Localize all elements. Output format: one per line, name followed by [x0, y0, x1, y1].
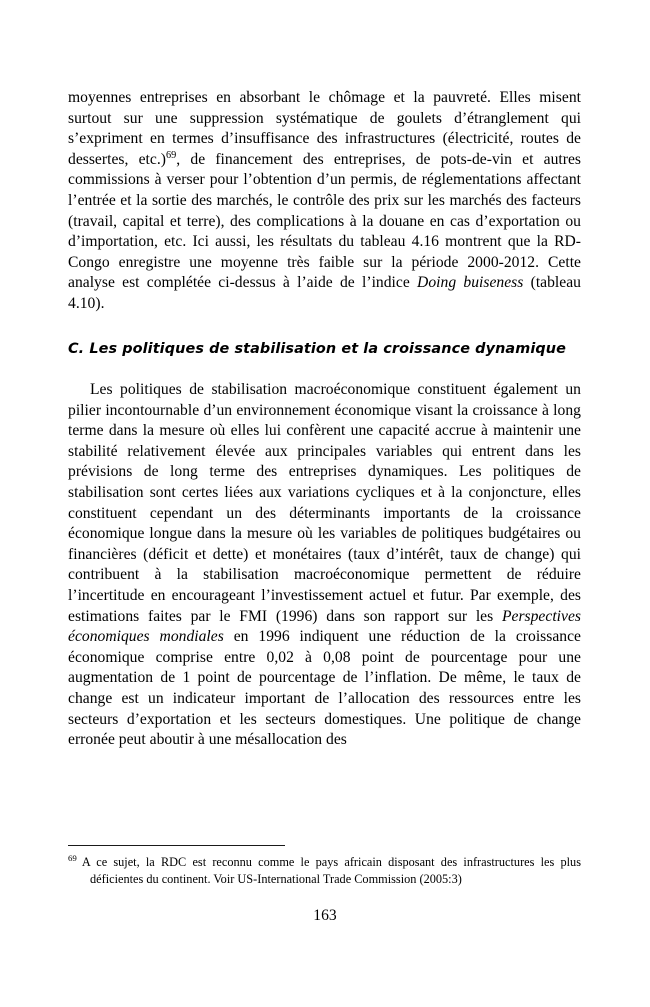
footnote-reference-marker: 69 — [165, 149, 177, 161]
paragraph-1-segment-2: , de financement des entreprises, de pots-de-vin et autres commissions à verser pour l’obtention d’un permis, de réglementations affectant l’entrée et la sortie des marchés, le contrôle des prix sur les marchés des facteurs (travail, capital et terre), des complications à la douane en cas d’exportation ou d’importation, etc. Ici aussi, les résultats du tableau 4.16 montrent que la RD-Congo enregistre une moyenne très faible sur la période 2000-2012. Cette analyse est complétée ci-dessus à l’aide de l’indice — [68, 150, 581, 292]
paragraph-stabilisation-policies — [68, 380, 581, 751]
heading-spacer-above — [68, 315, 581, 338]
paragraph-2-segment-1: Les politiques de stabilisation macroéconomique constituent également un pilier incontournable d’un environnement économique visant la croissance à long terme dans la mesure où elles lui confèrent une capacité accrue à maintenir une stabilité relativement élevée aux principales variables qui entrent dans les prévisions de long terme des entreprises dynamiques. Les politiques de stabilisation sont certes liées aux variations cycliques et à la conjoncture, elles constituent cependant un des déterminants importants de la croissance économique longue dans la mesure où les variables de politiques budgétaires ou financières (déficit et dette) et monétaires (taux d’intérêt, taux de change) qui contribuent à la stabilisation macroéconomique permettent de réduire l’incertitude en encourageant l’investissement actuel et futur. Par exemple, des estimations faites par le FMI (1996) dans son rapport sur les — [68, 381, 581, 625]
italic-title-doing-business: Doing buiseness — [417, 274, 524, 292]
paragraph-2-segment-2: en 1996 indiquent une réduction de la croissance économique comprise entre 0,02 à 0,08 point de pourcentage pour une augmentation de 1 point de pourcentage de l’inflation. De même, le taux de change est un indicateur important de l’allocation des ressources entre les secteurs d’exportation et les secteurs domestiques. Une politique de change erronée peut aboutir à une mésallocation des — [68, 628, 581, 749]
page-text-column — [68, 88, 581, 751]
paragraph-1-segment-1: moyennes entreprises en absorbant le chômage et la pauvreté. Elles misent surtout sur une suppression systématique de goulets d’étranglement qui s’expriment en termes d’insuffisance des infrastructures (électricité, routes de dessertes, etc.) — [68, 89, 581, 168]
footnote-entry-69 — [68, 854, 581, 888]
footnote-number: 69 — [68, 852, 77, 863]
page-number: 163 — [313, 907, 337, 924]
footnote-separator-rule — [68, 845, 285, 846]
paragraph-continuation — [68, 88, 581, 315]
footnote-area — [68, 845, 581, 888]
italic-title-perspectives-economiques-mondiales: Perspectives économiques mondiales — [68, 607, 581, 646]
footnote-text: A ce sujet, la RDC est reconnu comme le pays africain disposant des infrastructures les plus déficientes du continent. Voir US-International Trade Commission (2005:3) — [81, 855, 581, 887]
paragraph-1-segment-3: (tableau 4.10). — [68, 274, 581, 312]
section-heading-c: C. Les politiques de stabilisation et la croissance dynamique — [68, 340, 566, 357]
heading-spacer-below — [68, 360, 581, 380]
